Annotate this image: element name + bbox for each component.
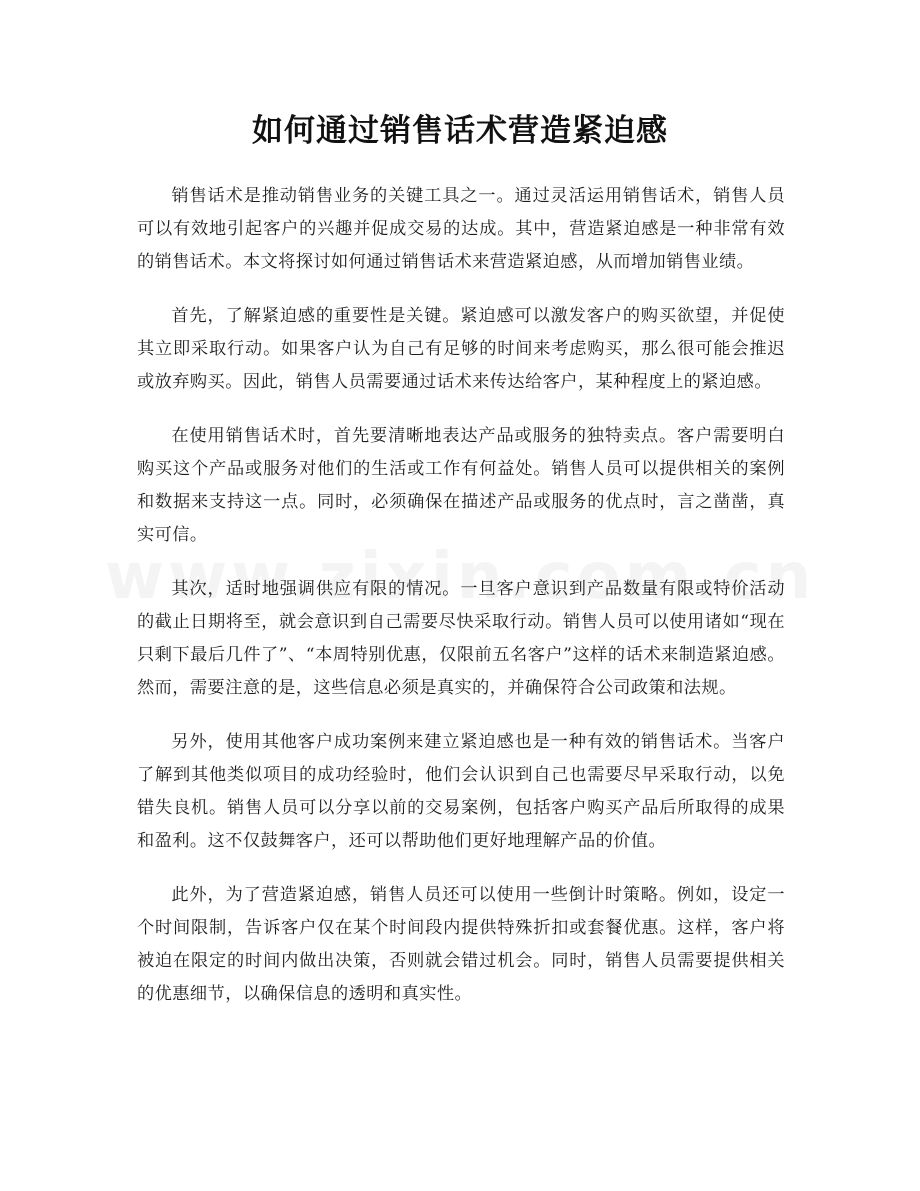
paragraph-6: 此外，为了营造紧迫感，销售人员还可以使用一些倒计时策略。例如，设定一个时间限制，告诉客户仅在某个时间段内提供特殊折扣或套餐优惠。这样，客户将被迫在限定的时间内做出决策，否则就会错过机会。同时，销售人员需要提供相关的优惠细节，以确保信息的透明和真实性。 — [137, 885, 785, 1004]
document-title: 如何通过销售话术营造紧迫感 — [252, 113, 668, 149]
document-body — [137, 180, 785, 1032]
paragraph-2: 首先，了解紧迫感的重要性是关键。紧迫感可以激发客户的购买欲望，并促使其立即采取行动。如果客户认为自己有足够的时间来考虑购买，那么很可能会推迟或放弃购买。因此，销售人员需要通过话术来传达给客户，某种程度上的紧迫感。 — [137, 306, 785, 392]
paragraph-3: 在使用销售话术时，首先要清晰地表达产品或服务的独特卖点。客户需要明白购买这个产品或服务对他们的生活或工作有何益处。销售人员可以提供相关的案例和数据来支持这一点。同时，必须确保在描述产品或服务的优点时，言之凿凿，真实可信。 — [137, 426, 785, 545]
paragraph-4: 其次，适时地强调供应有限的情况。一旦客户意识到产品数量有限或特价活动的截止日期将至，就会意识到自己需要尽快采取行动。销售人员可以使用诸如“现在只剩下最后几件了”、“本周特别优惠，仅限前五名客户”这样的话术来制造紧迫感。然而，需要注意的是，这些信息必须是真实的，并确保符合公司政策和法规。 — [137, 579, 785, 698]
paragraph-5: 另外，使用其他客户成功案例来建立紧迫感也是一种有效的销售话术。当客户了解到其他类似项目的成功经验时，他们会认识到自己也需要尽早采取行动，以免错失良机。销售人员可以分享以前的交易案例，包括客户购买产品后所取得的成果和盈利。这不仅鼓舞客户，还可以帮助他们更好地理解产品的价值。 — [137, 732, 785, 851]
paragraph-1: 销售话术是推动销售业务的关键工具之一。通过灵活运用销售话术，销售人员可以有效地引起客户的兴趣并促成交易的达成。其中，营造紧迫感是一种非常有效的销售话术。本文将探讨如何通过销售话术来营造紧迫感，从而增加销售业绩。 — [137, 186, 785, 272]
